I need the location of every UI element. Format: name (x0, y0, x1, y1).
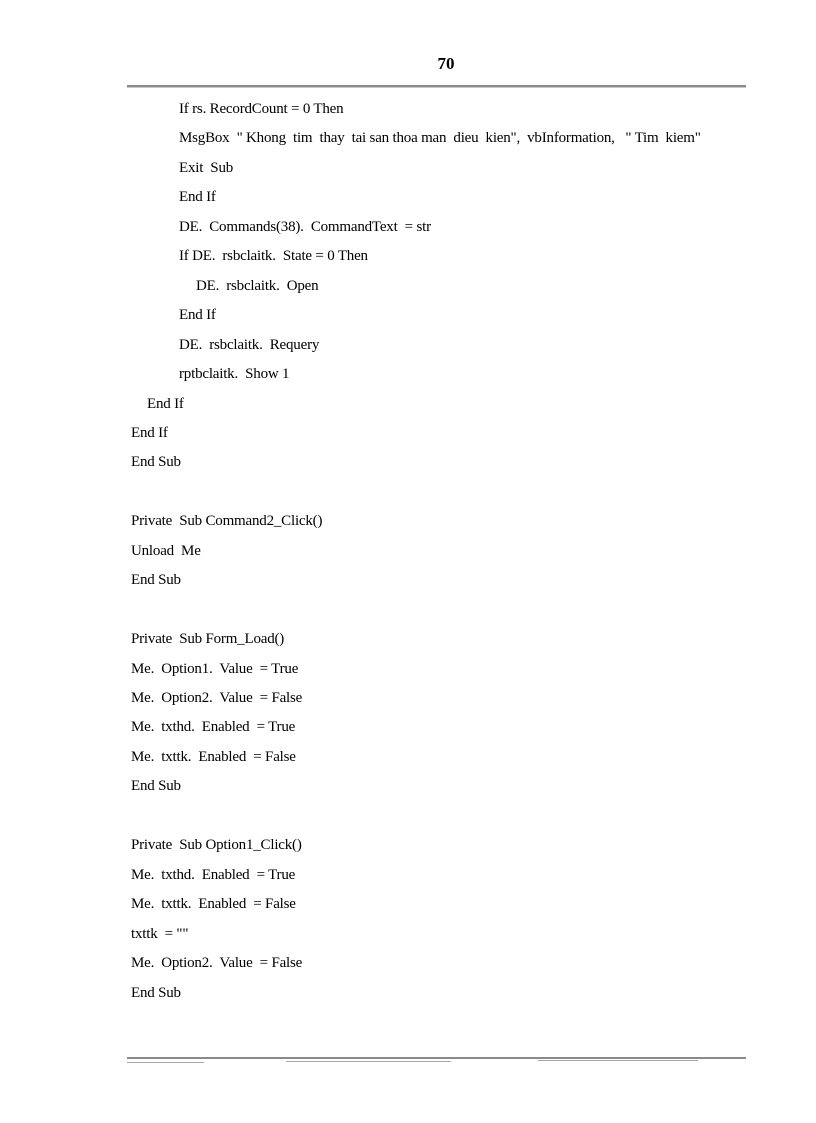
code-line: Me. txthd. Enabled = True (131, 719, 296, 735)
code-line: End If (179, 307, 216, 323)
code-line: If rs. RecordCount = 0 Then (179, 101, 344, 117)
code-line: End If (131, 425, 168, 441)
header-divider (127, 85, 746, 88)
code-line: Private Sub Command2_Click() (131, 513, 323, 529)
footer-divider (127, 1057, 746, 1059)
code-line: DE. rsbclaitk. Open (196, 278, 319, 294)
footer-divider-segment (538, 1060, 698, 1061)
code-line: Me. txttk. Enabled = False (131, 749, 296, 765)
code-line: Exit Sub (179, 160, 234, 176)
code-line: End Sub (131, 572, 181, 588)
code-line: End Sub (131, 454, 181, 470)
code-line: End If (179, 189, 216, 205)
code-line: DE. Commands(38). CommandText = str (179, 219, 431, 235)
footer-divider-segment (127, 1062, 204, 1063)
code-line: txttk = "" (131, 926, 189, 942)
code-line: rptbclaitk. Show 1 (179, 366, 290, 382)
code-line: End Sub (131, 985, 181, 1001)
code-line: End If (147, 396, 184, 412)
code-line: MsgBox " Khong tim thay tai san thoa man dieu kien", vbInformation, " Tim kiem" (179, 130, 701, 146)
page-number: 70 (437, 54, 455, 73)
code-line: DE. rsbclaitk. Requery (179, 337, 320, 353)
code-line: If DE. rsbclaitk. State = 0 Then (179, 248, 368, 264)
code-line: Private Sub Option1_Click() (131, 837, 302, 853)
code-line: Unload Me (131, 543, 201, 559)
footer-divider-segment (286, 1061, 451, 1062)
code-line: Private Sub Form_Load() (131, 631, 285, 647)
code-line: Me. txttk. Enabled = False (131, 896, 296, 912)
code-line: Me. Option1. Value = True (131, 661, 299, 677)
code-line: Me. txthd. Enabled = True (131, 867, 296, 883)
code-line: Me. Option2. Value = False (131, 690, 303, 706)
code-line: Me. Option2. Value = False (131, 955, 303, 971)
code-line: End Sub (131, 778, 181, 794)
